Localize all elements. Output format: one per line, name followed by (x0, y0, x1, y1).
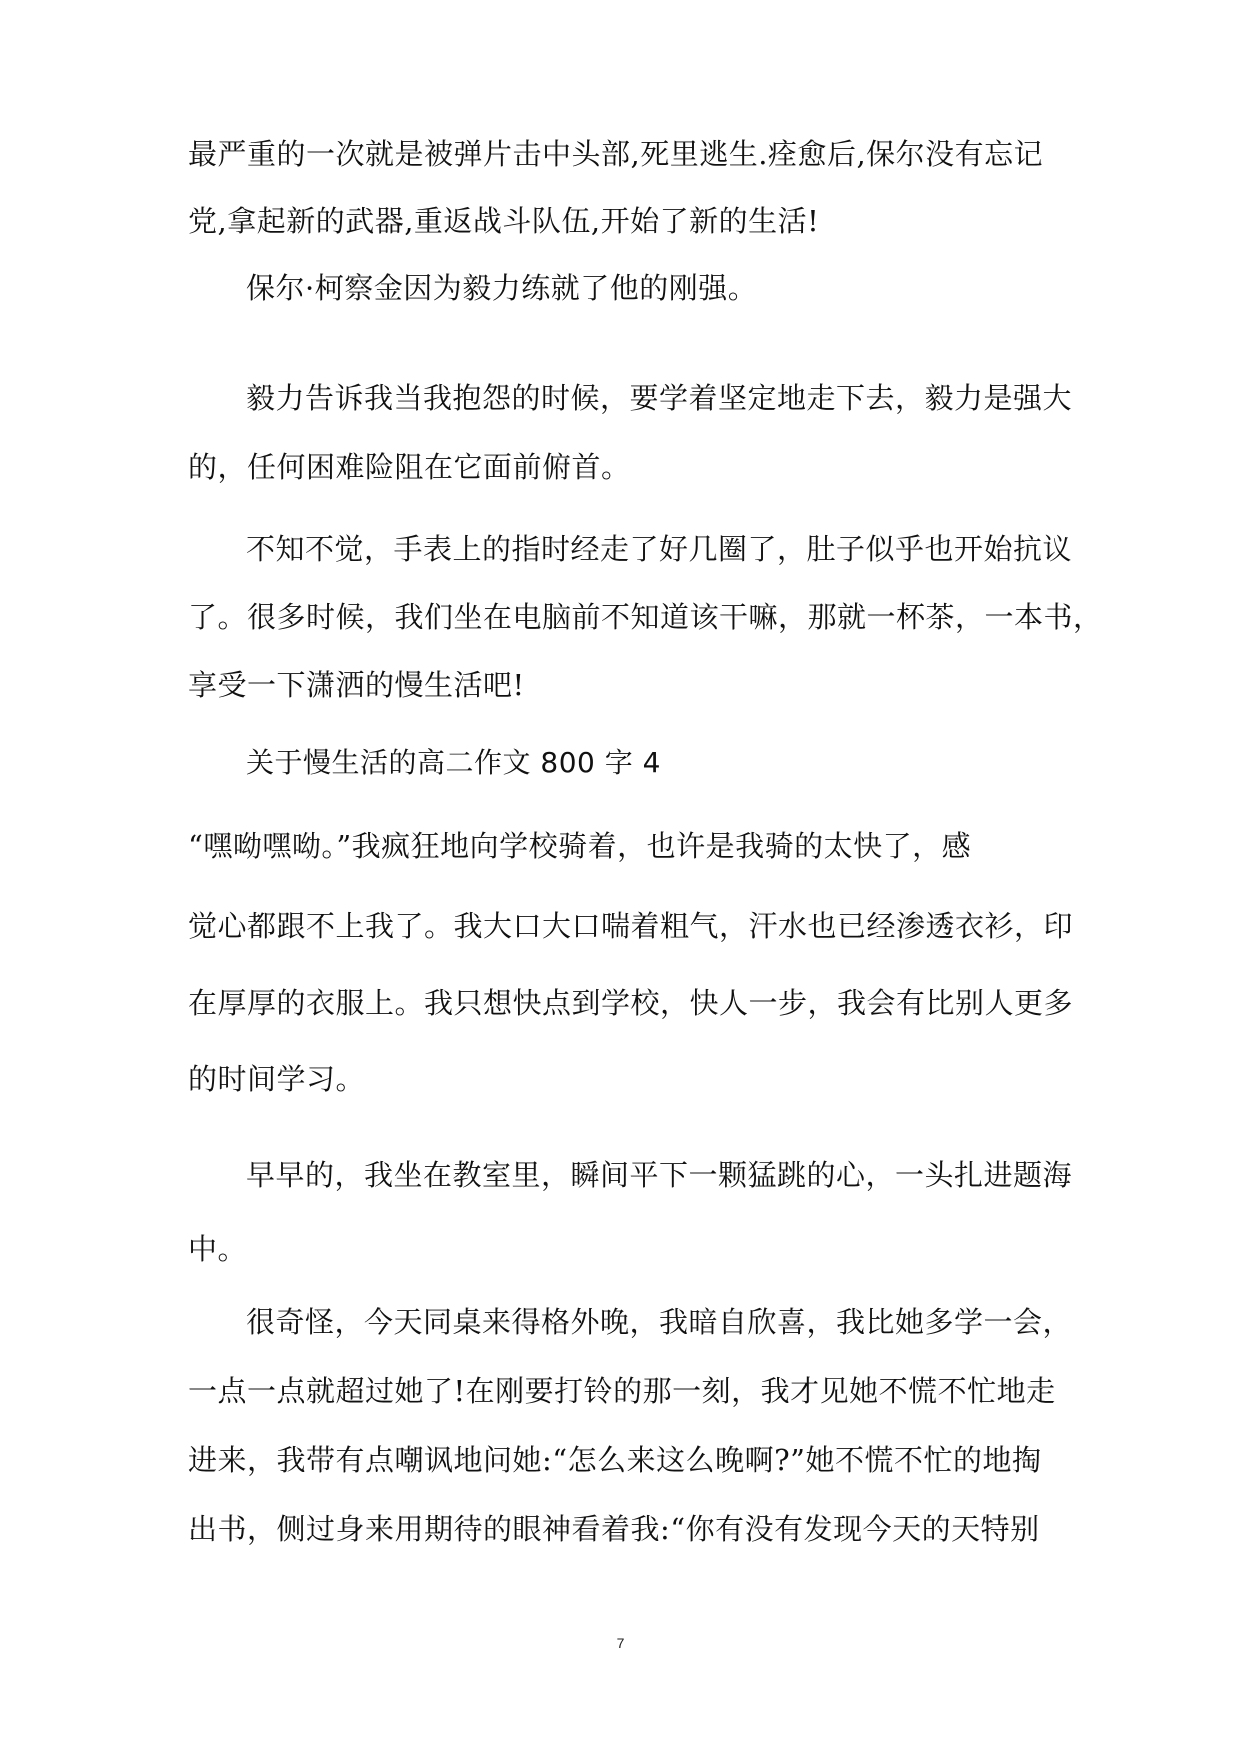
text-line: 很奇怪，今天同桌来得格外晚，我暗自欣喜，我比她多学一会， (246, 1305, 1073, 1339)
page-number: 7 (616, 1635, 625, 1651)
text-line: 进来，我带有点嘲讽地问她:“怎么来这么晚啊?”她不慌不忙的地掏 (188, 1443, 1042, 1477)
text-line: 毅力告诉我当我抱怨的时候，要学着坚定地走下去，毅力是强大 (246, 381, 1073, 415)
text-line: 一点一点就超过她了!在刚要打铃的那一刻，我才见她不慌不忙地走 (188, 1374, 1056, 1408)
text-line: 觉心都跟不上我了。我大口大口喘着粗气，汗水也已经渗透衣衫，印 (188, 909, 1074, 943)
text-line: 在厚厚的衣服上。我只想快点到学校，快人一步，我会有比别人更多 (188, 986, 1074, 1020)
text-line: “嘿呦嘿呦。”我疯狂地向学校骑着，也许是我骑的太快了，感 (188, 829, 972, 863)
text-line: 出书，侧过身来用期待的眼神看着我:“你有没有发现今天的天特别 (188, 1512, 1040, 1546)
text-line: 保尔·柯察金因为毅力练就了他的刚强。 (246, 271, 758, 305)
text-line: 不知不觉，手表上的指时经走了好几圈了，肚子似乎也开始抗议 (246, 532, 1073, 566)
text-line: 了。很多时候，我们坐在电脑前不知道该干嘛，那就一杯茶，一本书， (188, 600, 1103, 634)
text-line: 享受一下潇洒的慢生活吧! (188, 668, 525, 702)
text-line: 党,拿起新的武器,重返战斗队伍,开始了新的生活! (188, 204, 820, 238)
text-line: 最严重的一次就是被弹片击中头部,死里逃生.痊愈后,保尔没有忘记 (188, 137, 1044, 171)
text-line: 中。 (188, 1232, 248, 1266)
section-heading: 关于慢生活的高二作文 800 字 4 (246, 746, 661, 779)
text-line: 早早的，我坐在教室里，瞬间平下一颗猛跳的心，一头扎进题海 (246, 1158, 1073, 1192)
text-line: 的，任何困难险阻在它面前俯首。 (188, 450, 631, 484)
text-line: 的时间学习。 (188, 1062, 366, 1096)
